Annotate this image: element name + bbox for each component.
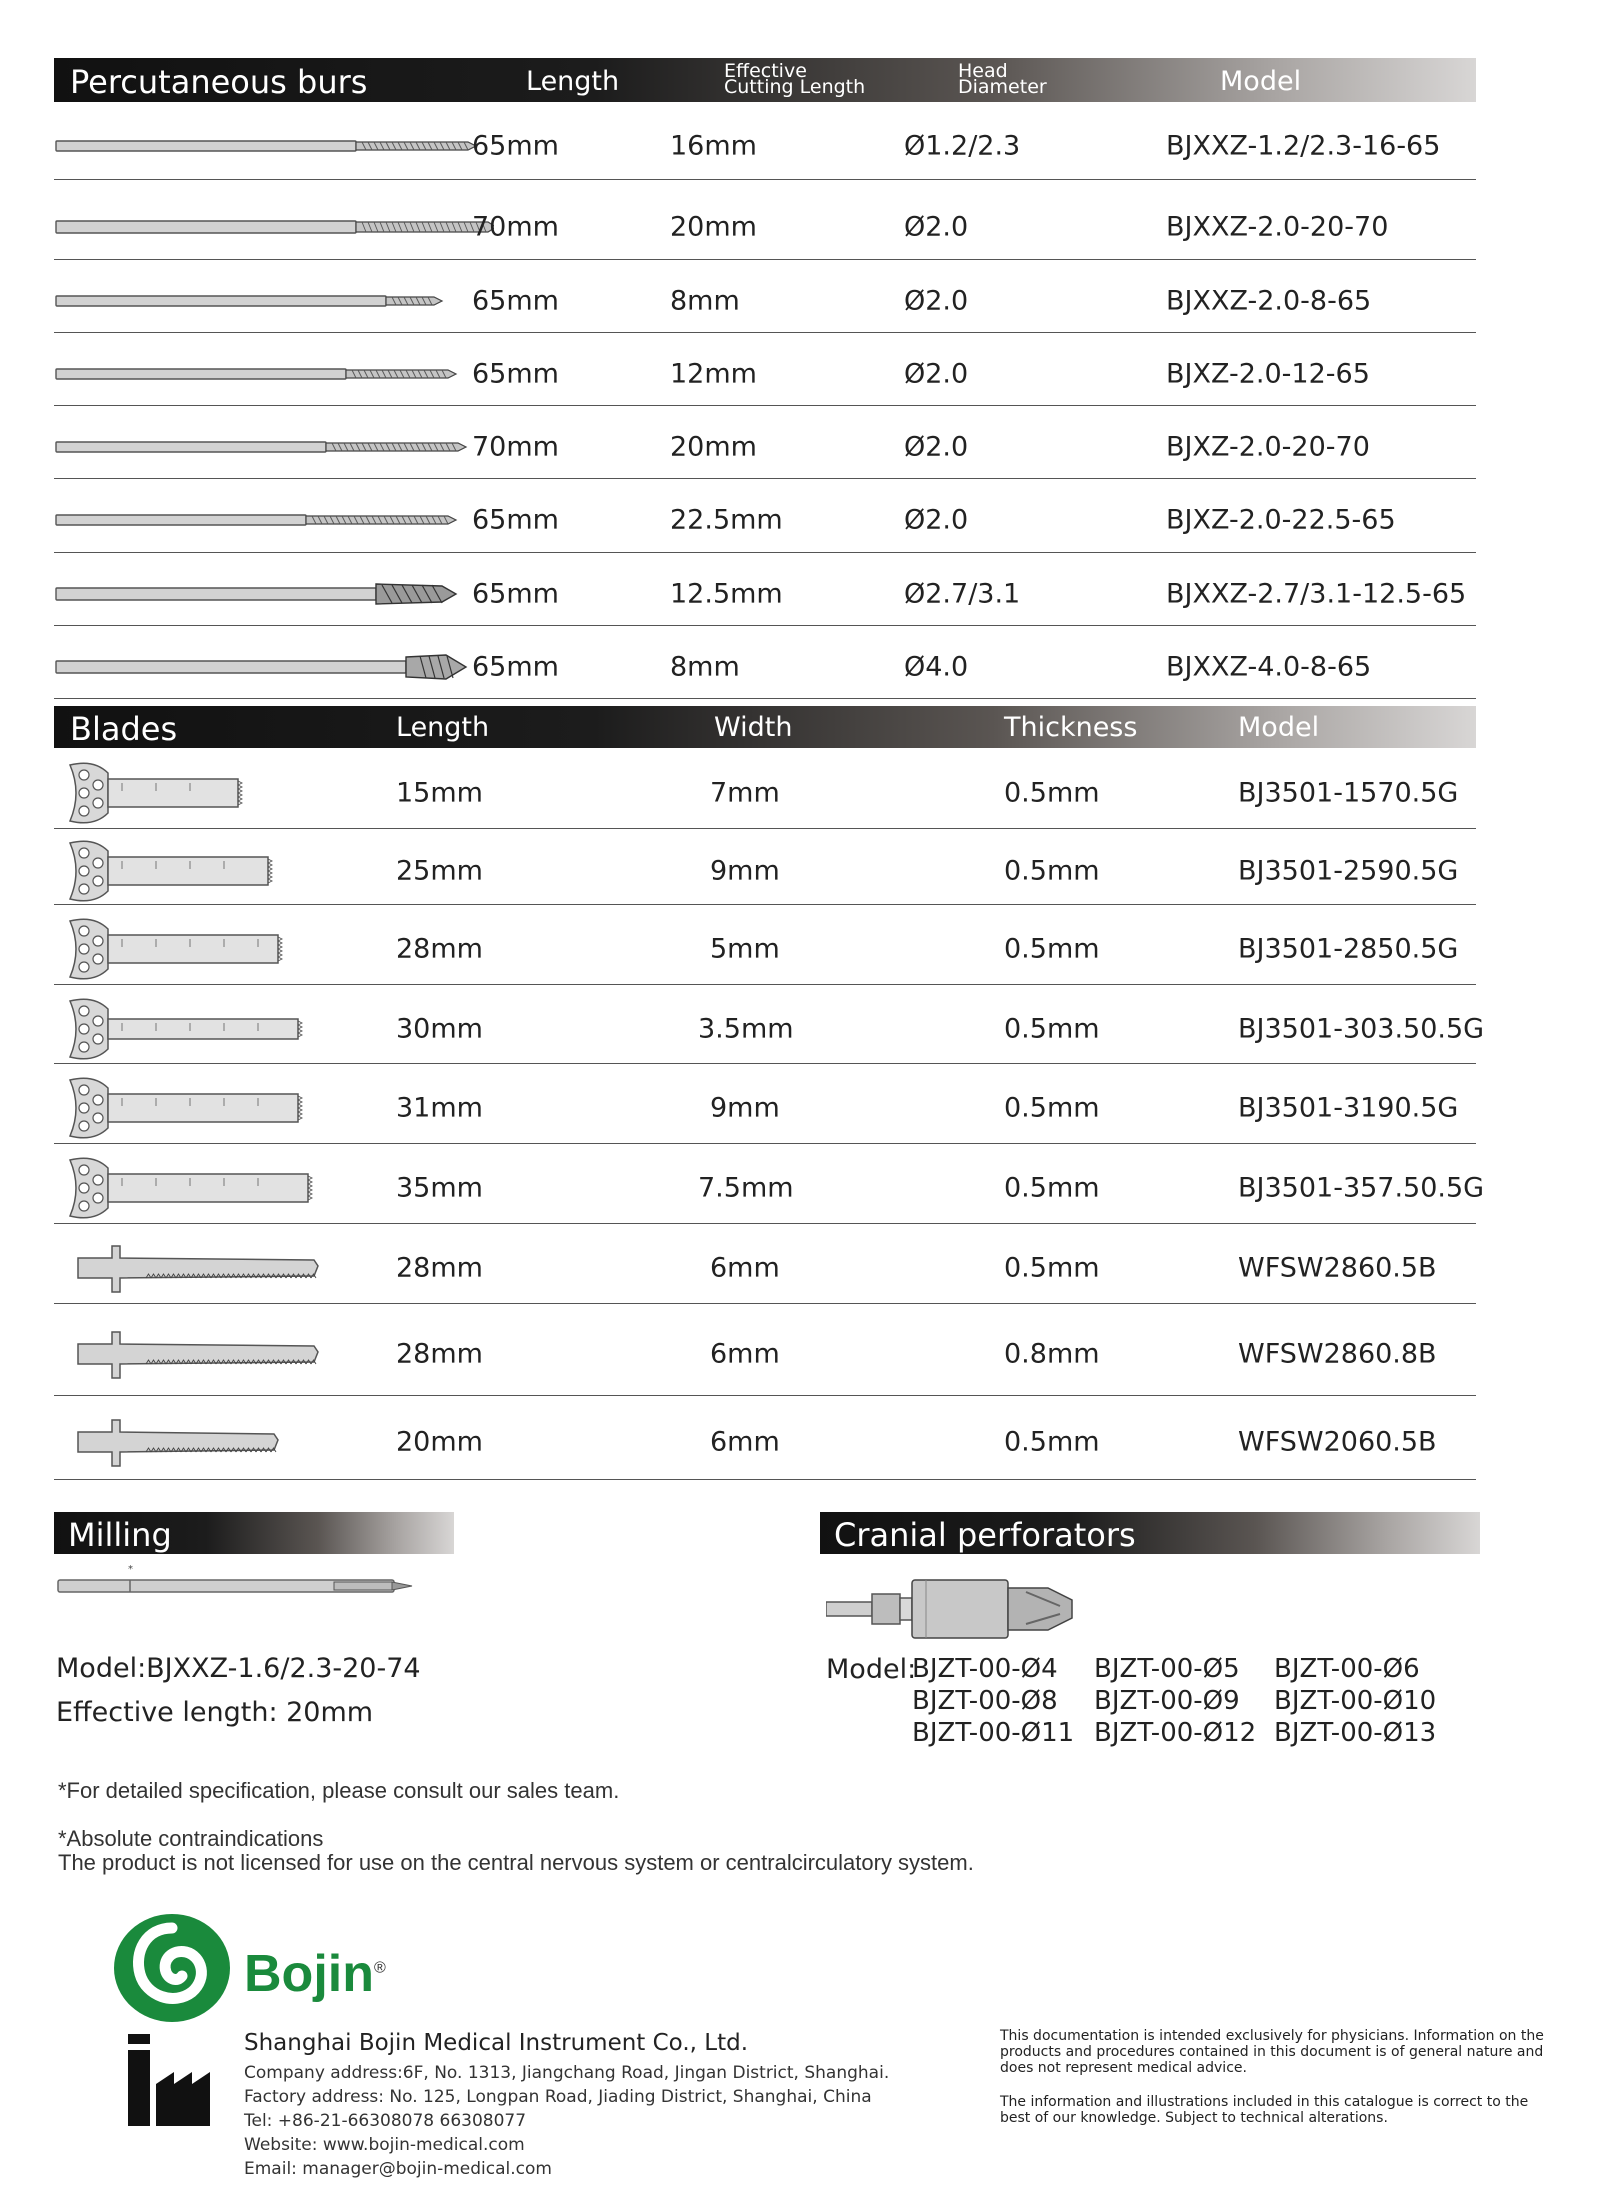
bur-length: 65mm xyxy=(472,130,559,162)
milling-model: Model:BJXXZ-1.6/2.3-20-74 xyxy=(56,1653,421,1684)
blade-length: 20mm xyxy=(396,1426,483,1458)
blade-model: BJ3501-2850.5G xyxy=(1238,933,1459,965)
contraindications-text: The product is not licensed for use on the central nervous system or centralcirculatory system. xyxy=(58,1850,974,1875)
blades-header xyxy=(54,706,1476,748)
consult-note: *For detailed specification, please consult our sales team. xyxy=(58,1778,620,1803)
brand-text: Bojin xyxy=(244,1945,374,2003)
blade-thickness: 0.5mm xyxy=(1004,1172,1100,1204)
cranial-perforator-image xyxy=(826,1574,1086,1644)
bur-head-diameter: Ø2.0 xyxy=(904,504,969,536)
blade-width: 5mm xyxy=(710,933,780,965)
blade-image xyxy=(64,1070,364,1146)
svg-text:*: * xyxy=(128,1564,133,1575)
blade-thickness: 0.5mm xyxy=(1004,933,1100,965)
bur-row xyxy=(54,260,1476,333)
burs-col-effective-1: Effective xyxy=(724,60,807,82)
bur-row xyxy=(54,406,1476,479)
blade-row xyxy=(54,749,1476,829)
blade-image xyxy=(64,833,364,909)
blade-model: BJ3501-2590.5G xyxy=(1238,855,1459,887)
cranial-model: BJZT-00-Ø11 xyxy=(912,1718,1075,1748)
blade-width: 6mm xyxy=(710,1426,780,1458)
burs-col-effective-2: Cutting Length xyxy=(724,76,866,98)
telephone: Tel: +86-21-66308078 66308077 xyxy=(244,2111,527,2131)
blade-length: 31mm xyxy=(396,1092,483,1124)
bur-head-diameter: Ø2.0 xyxy=(904,358,969,389)
bur-length: 65mm xyxy=(472,651,559,682)
website: Website: www.bojin-medical.com xyxy=(244,2135,525,2155)
blade-row xyxy=(54,1064,1476,1144)
blade-width: 9mm xyxy=(710,855,780,887)
blades-col-thickness: Thickness xyxy=(1004,712,1138,743)
blade-row xyxy=(54,1396,1476,1480)
blade-model: BJ3501-3190.5G xyxy=(1238,1092,1459,1124)
bur-length: 65mm xyxy=(472,358,559,389)
bur-model: BJXXZ-1.2/2.3-16-65 xyxy=(1166,130,1441,162)
blade-row xyxy=(54,1144,1485,1224)
blade-thickness: 0.5mm xyxy=(1004,1252,1100,1284)
burs-header xyxy=(54,58,1476,102)
bur-effective-length: 8mm xyxy=(670,651,740,682)
blade-length: 35mm xyxy=(396,1172,483,1204)
blades-title: Blades xyxy=(70,710,178,748)
blades-col-model: Model xyxy=(1238,712,1320,743)
bur-row xyxy=(54,104,1476,180)
bur-image xyxy=(54,647,494,687)
blade-thickness: 0.5mm xyxy=(1004,855,1100,887)
blade-length: 28mm xyxy=(396,933,483,965)
bur-image xyxy=(54,354,494,394)
bur-row xyxy=(54,479,1476,553)
milling-bur-image xyxy=(54,1560,414,1610)
blade-length: 15mm xyxy=(396,777,483,809)
blade-model: WFSW2060.5B xyxy=(1238,1426,1437,1458)
bur-image xyxy=(54,281,494,321)
blade-length: 28mm xyxy=(396,1252,483,1284)
burs-col-head-2: Diameter xyxy=(958,76,1047,98)
milling-title: Milling xyxy=(68,1516,172,1554)
blade-row xyxy=(54,829,1476,905)
bur-effective-length: 20mm xyxy=(670,431,757,462)
bur-image xyxy=(54,207,494,247)
bur-model: BJXZ-2.0-12-65 xyxy=(1166,358,1370,389)
blade-length: 30mm xyxy=(396,1013,483,1044)
brand-name xyxy=(244,1944,386,2004)
blade-width: 7mm xyxy=(710,777,780,809)
bur-head-diameter: Ø2.7/3.1 xyxy=(904,578,1021,609)
cranial-title: Cranial perforators xyxy=(834,1516,1136,1554)
cranial-model: BJZT-00-Ø5 xyxy=(1094,1654,1240,1684)
cranial-header xyxy=(820,1512,1480,1554)
blade-image xyxy=(64,755,364,831)
blades-col-length: Length xyxy=(396,712,490,743)
contraindications-title: *Absolute contraindications xyxy=(58,1826,324,1851)
burs-title: Percutaneous burs xyxy=(70,63,368,101)
company-address: Company address:6F, No. 1313, Jiangchang Road, Jingan District, Shanghai. xyxy=(244,2063,890,2083)
bur-effective-length: 12mm xyxy=(670,358,757,389)
disclaimer-alterations: The information and illustrations included in this catalogue is correct to the best of our knowledge. Subject to technical alterations. xyxy=(1000,2094,1529,2126)
blade-length: 25mm xyxy=(396,855,483,887)
blade-model: BJ3501-1570.5G xyxy=(1238,777,1459,809)
blade-length: 28mm xyxy=(396,1338,483,1370)
burs-col-length: Length xyxy=(526,66,620,97)
blades-col-width: Width xyxy=(714,712,793,743)
bur-head-diameter: Ø1.2/2.3 xyxy=(904,130,1021,162)
blade-thickness: 0.5mm xyxy=(1004,1426,1100,1458)
bur-image xyxy=(54,500,494,540)
blade-row xyxy=(54,1304,1476,1396)
disclaimer-physicians: This documentation is intended exclusively for physicians. Information on the products and procedures contained in this document is of general nature and does not represent medical advice. xyxy=(1000,2028,1544,2076)
email: Email: manager@bojin-medical.com xyxy=(244,2159,552,2179)
bur-head-diameter: Ø2.0 xyxy=(904,431,969,462)
blade-row xyxy=(54,1224,1476,1304)
blade-row xyxy=(54,905,1476,985)
blade-thickness: 0.5mm xyxy=(1004,1013,1100,1044)
blade-width: 3.5mm xyxy=(698,1013,794,1044)
bur-head-diameter: Ø2.0 xyxy=(904,211,969,243)
blade-model: WFSW2860.5B xyxy=(1238,1252,1437,1284)
blade-model: BJ3501-357.50.5G xyxy=(1238,1172,1485,1204)
blade-image xyxy=(64,911,364,987)
bur-length: 65mm xyxy=(472,578,559,609)
bur-head-diameter: Ø2.0 xyxy=(904,285,969,316)
bur-length: 70mm xyxy=(472,211,559,243)
blade-width: 6mm xyxy=(710,1252,780,1284)
row-divider xyxy=(54,698,1476,699)
bur-row xyxy=(54,186,1476,260)
row-divider xyxy=(54,179,1476,180)
bur-image xyxy=(54,427,494,467)
burs-col-head-1: Head xyxy=(958,60,1008,82)
bojin-logo-icon xyxy=(112,1912,232,2024)
bur-model: BJXZ-2.0-22.5-65 xyxy=(1166,504,1396,536)
bur-model: BJXXZ-4.0-8-65 xyxy=(1166,651,1372,682)
blade-thickness: 0.8mm xyxy=(1004,1338,1100,1370)
factory-icon xyxy=(124,2034,214,2126)
milling-header xyxy=(54,1512,454,1554)
bur-model: BJXXZ-2.0-8-65 xyxy=(1166,285,1372,316)
row-divider xyxy=(54,1479,1476,1480)
bur-effective-length: 16mm xyxy=(670,130,757,162)
blade-model: BJ3501-303.50.5G xyxy=(1238,1013,1485,1044)
bur-effective-length: 20mm xyxy=(670,211,757,243)
blade-width: 7.5mm xyxy=(698,1172,794,1204)
milling-effective-length: Effective length: 20mm xyxy=(56,1697,374,1728)
bur-model: BJXZ-2.0-20-70 xyxy=(1166,431,1370,462)
blade-row xyxy=(54,985,1485,1064)
cranial-model-label: Model: xyxy=(826,1654,917,1685)
cranial-model: BJZT-00-Ø10 xyxy=(1274,1686,1437,1716)
company-name: Shanghai Bojin Medical Instrument Co., Ltd. xyxy=(244,2030,749,2056)
bur-effective-length: 22.5mm xyxy=(670,504,783,536)
cranial-model: BJZT-00-Ø4 xyxy=(912,1654,1058,1684)
bur-image xyxy=(54,574,494,614)
bur-length: 65mm xyxy=(472,504,559,536)
bur-image xyxy=(54,126,494,166)
blade-image xyxy=(64,1230,364,1306)
cranial-model: BJZT-00-Ø6 xyxy=(1274,1654,1420,1684)
bur-length: 65mm xyxy=(472,285,559,316)
bur-row xyxy=(54,553,1476,626)
factory-address: Factory address: No. 125, Longpan Road, Jiading District, Shanghai, China xyxy=(244,2087,872,2107)
bur-model: BJXXZ-2.7/3.1-12.5-65 xyxy=(1166,578,1467,609)
cranial-model: BJZT-00-Ø9 xyxy=(1094,1686,1240,1716)
blade-width: 9mm xyxy=(710,1092,780,1124)
registered-mark: ® xyxy=(373,1959,386,1977)
blade-image xyxy=(64,991,364,1067)
bur-effective-length: 12.5mm xyxy=(670,578,783,609)
blade-image xyxy=(64,1150,364,1226)
blade-image xyxy=(64,1316,364,1392)
blade-model: WFSW2860.8B xyxy=(1238,1338,1437,1370)
bur-head-diameter: Ø4.0 xyxy=(904,651,969,682)
cranial-model: BJZT-00-Ø8 xyxy=(912,1686,1058,1716)
blade-width: 6mm xyxy=(710,1338,780,1370)
blade-thickness: 0.5mm xyxy=(1004,777,1100,809)
bur-model: BJXXZ-2.0-20-70 xyxy=(1166,211,1389,243)
bur-effective-length: 8mm xyxy=(670,285,740,316)
bur-length: 70mm xyxy=(472,431,559,462)
blade-thickness: 0.5mm xyxy=(1004,1092,1100,1124)
bur-row xyxy=(54,626,1476,699)
bur-row xyxy=(54,333,1476,406)
blade-image xyxy=(64,1404,364,1480)
cranial-model: BJZT-00-Ø13 xyxy=(1274,1718,1437,1748)
burs-col-model: Model xyxy=(1220,66,1302,97)
cranial-model: BJZT-00-Ø12 xyxy=(1094,1718,1257,1748)
